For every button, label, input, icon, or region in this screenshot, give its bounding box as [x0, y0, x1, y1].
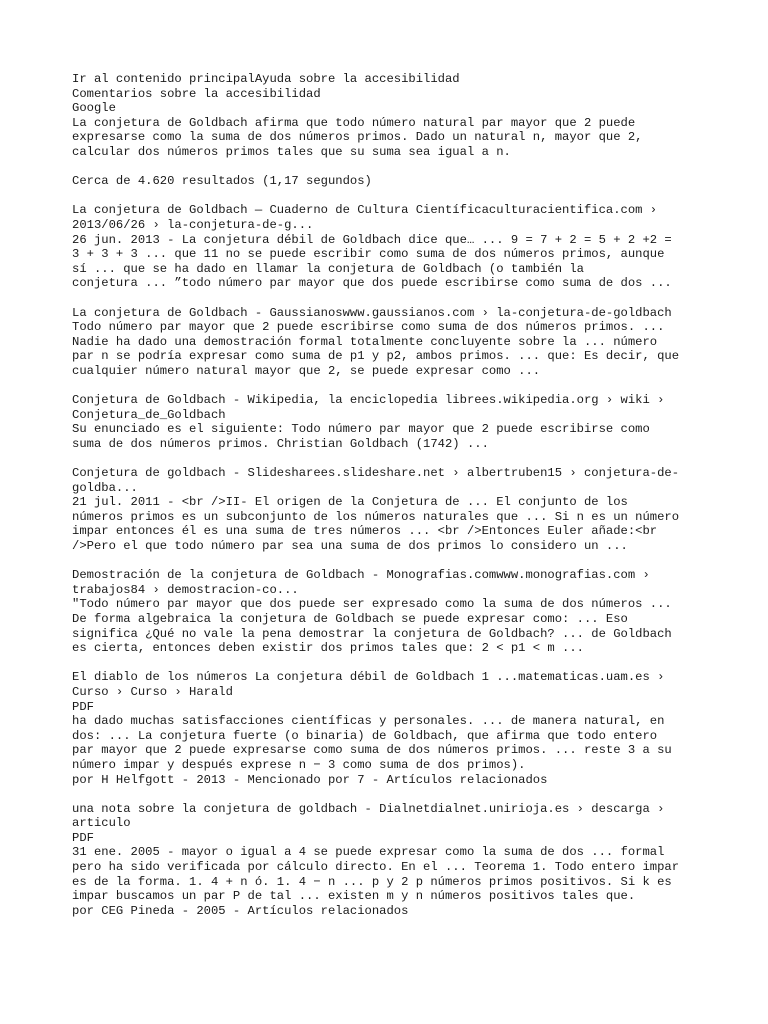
result-snippet-line: De forma algebraica la conjetura de Goldbach se puede expresar como: ... Eso [72, 611, 628, 626]
result-snippet-line: par n se podría expresar como suma de p1 y p2, ambos primos. ... que: Es decir, que [72, 349, 680, 364]
result-snippet-line: ha dado muchas satisfacciones científicas y personales. ... de manera natural, en [72, 714, 665, 729]
result-title-link[interactable]: La conjetura de Goldbach — Cuaderno de Cultura Científicaculturacientifica.com › [72, 203, 658, 218]
result-snippet-line: conjetura ... ”todo número par mayor que dos puede escribirse como suma de dos ... [72, 276, 672, 291]
spacer [72, 451, 696, 466]
result-title-link[interactable]: 2013/06/26 › la-conjetura-de-g... [72, 217, 314, 232]
result-snippet-line: 21 jul. 2011 - <br />II- El origen de la Conjetura de ... El conjunto de los [72, 495, 628, 510]
result-snippet-line: Todo número par mayor que 2 puede escribirse como suma de dos números primos. ... [72, 320, 665, 335]
result-title-link[interactable]: una nota sobre la conjetura de goldbach - Dialnetdialnet.unirioja.es › descarga › [72, 801, 665, 816]
result-snippet-line: Nadie ha dado una demostración formal totalmente concluyente sobre la ... número [72, 334, 658, 349]
query-paragraph [72, 116, 696, 160]
search-result [72, 393, 696, 451]
pdf-label: PDF [72, 699, 94, 714]
query-line: calcular dos números primos tales que su suma sea igual a n. [72, 144, 511, 159]
search-result [72, 670, 696, 787]
query-line: expresarse como la suma de dos números primos. Dado un natural n, mayor que 2, [72, 130, 643, 145]
result-snippet-line: suma de dos números primos. Christian Goldbach (1742) ... [72, 436, 489, 451]
query-line: La conjetura de Goldbach afirma que todo número natural par mayor que 2 puede [72, 115, 636, 130]
result-title-link[interactable]: goldba... [72, 480, 138, 495]
result-snippet-line: es cierta, entonces deben existir dos primos tales que: 2 < p1 < m ... [72, 641, 584, 656]
result-title-link[interactable]: Conjetura_de_Goldbach [72, 407, 226, 422]
result-snippet-line: 26 jun. 2013 - La conjetura débil de Goldbach dice que… ... 9 = 7 + 2 = 5 + 2 +2 = [72, 232, 672, 247]
result-snippet-line: es de la forma. 1. 4 + n ó. 1. 4 − n ... p y 2 p números primos positivos. Si k es [72, 874, 672, 889]
search-results-page [72, 72, 696, 918]
spacer [72, 189, 696, 204]
result-snippet-line: 3 + 3 + 3 ... que 11 no se puede escribir como suma de dos números primos, aunque [72, 247, 665, 262]
result-snippet-line: impar entonces él es una suma de tres números ... <br />Entonces Euler añade:<br [72, 524, 658, 539]
result-title-link[interactable]: Conjetura de goldbach - Slidesharees.slideshare.net › albertruben15 › conjetura-de- [72, 466, 680, 481]
result-snippet-line: números primos es un subconjunto de los números naturales que ... Si n es un número [72, 509, 680, 524]
search-result [72, 568, 696, 656]
result-snippet-line: número impar y después exprese n − 3 como suma de dos primos). [72, 757, 526, 772]
result-snippet-line: />Pero el que todo número par sea una suma de dos primos lo considero un ... [72, 539, 628, 553]
result-snippet-line: pero ha sido verificada por cálculo directo. En el ... Teorema 1. Todo entero impar [72, 860, 680, 875]
result-title-link[interactable]: Conjetura de Goldbach - Wikipedia, la enciclopedia librees.wikipedia.org › wiki › [72, 393, 665, 408]
result-snippet-line: dos: ... La conjetura fuerte (o binaria) de Goldbach, que afirma que todo entero [72, 728, 658, 743]
page-header [72, 72, 696, 116]
search-result [72, 203, 696, 291]
result-snippet-line: cualquier número natural mayor que 2, se puede expresar como ... [72, 363, 541, 378]
result-title-link[interactable]: La conjetura de Goldbach - Gaussianoswww.gaussianos.com › la-conjetura-de-goldbach [72, 305, 672, 320]
result-title-link[interactable]: Demostración de la conjetura de Goldbach - Monografias.comwww.monografias.com › [72, 568, 650, 583]
result-title-link[interactable]: Curso › Curso › Harald [72, 684, 233, 699]
spacer [72, 554, 696, 569]
result-byline[interactable]: por CEG Pineda - 2005 - Artículos relacionados [72, 903, 409, 918]
result-byline[interactable]: por H Helfgott - 2013 - Mencionado por 7 - Artículos relacionados [72, 772, 548, 787]
pdf-label: PDF [72, 830, 94, 845]
spacer [72, 378, 696, 393]
result-snippet-line: impar buscamos un par P de tal ... existen m y n números positivos tales que. [72, 889, 636, 904]
accessibility-feedback-link[interactable]: Comentarios sobre la accesibilidad [72, 86, 321, 101]
result-snippet-line: significa ¿Qué no vale la pena demostrar la conjetura de Goldbach? ... de Goldbach [72, 626, 672, 641]
spacer [72, 787, 696, 802]
result-snippet-line: Su enunciado es el siguiente: Todo número par mayor que 2 puede escribirse como [72, 422, 650, 437]
result-snippet-line: sí ... que se ha dado en llamar la conjetura de Goldbach (o también la [72, 261, 584, 276]
result-snippet-line: "Todo número par mayor que dos puede ser expresado como la suma de dos números ... [72, 597, 672, 612]
search-result [72, 466, 696, 554]
skip-to-content-link[interactable]: Ir al contenido principalAyuda sobre la accesibilidad [72, 72, 460, 86]
result-snippet-line: par mayor que 2 puede expresarse como suma de dos números primos. ... reste 3 a su [72, 743, 672, 758]
result-title-link[interactable]: El diablo de los números La conjetura débil de Goldbach 1 ...matematicas.uam.es › [72, 670, 665, 685]
result-stats: Cerca de 4.620 resultados (1,17 segundos) [72, 174, 372, 189]
google-logo[interactable]: Google [72, 101, 116, 116]
result-title-link[interactable]: articulo [72, 816, 131, 831]
search-result [72, 306, 696, 379]
spacer [72, 160, 696, 175]
spacer [72, 656, 696, 671]
search-result [72, 802, 696, 919]
result-title-link[interactable]: trabajos84 › demostracion-co... [72, 582, 299, 597]
spacer [72, 291, 696, 306]
result-snippet-line: 31 ene. 2005 - mayor o igual a 4 se puede expresar como la suma de dos ... formal [72, 845, 665, 860]
